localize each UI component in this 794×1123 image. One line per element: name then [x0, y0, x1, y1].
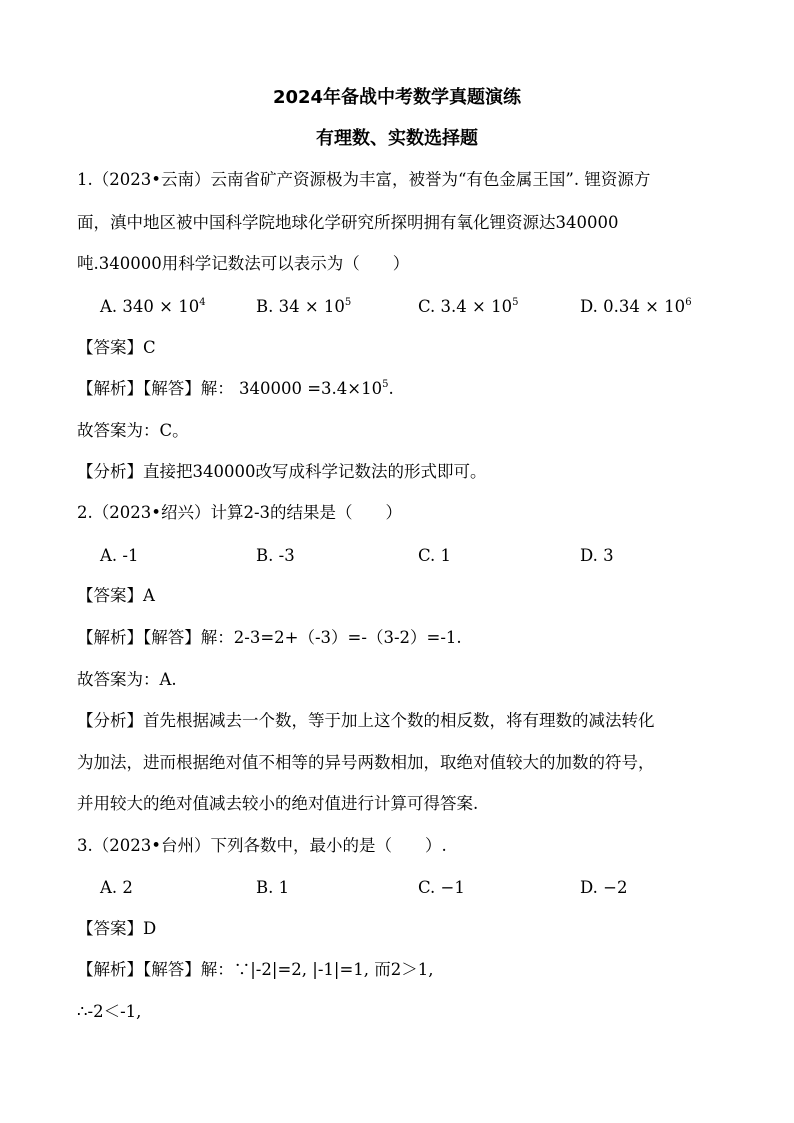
- q3-step: ∴-2＜-1,: [77, 1002, 142, 1021]
- q3-option-a: A. 2: [100, 878, 133, 897]
- q1-option-d-exponent: 6: [685, 297, 692, 308]
- q2-option-b: B. -3: [256, 546, 295, 565]
- q2-option-c: C. 1: [418, 546, 452, 565]
- q1-option-d: [580, 295, 692, 319]
- q1-stem-line-3: 吨.340000用科学记数法可以表示为（ ）: [77, 254, 410, 273]
- q2-option-a: A. -1: [100, 546, 139, 565]
- q1-summary: 【分析】直接把340000改写成科学记数法的形式即可。: [77, 462, 487, 481]
- q1-option-c-base: C. 3.4 × 10: [418, 297, 513, 316]
- q1-option-a: [100, 295, 206, 319]
- q2-analysis: 【解析】【解答】解：2-3=2+（-3）=-（3-2）=-1.: [77, 628, 462, 647]
- q3-answer: 【答案】D: [77, 919, 157, 938]
- q3-option-c: C. −1: [418, 878, 465, 897]
- q1-analysis-exponent: 5: [382, 379, 389, 390]
- q2-summary-line-3: 并用较大的绝对值减去较小的绝对值进行计算可得答案.: [77, 794, 479, 813]
- q1-option-d-base: D. 0.34 × 10: [580, 297, 686, 316]
- q2-summary-line-1: 【分析】首先根据减去一个数，等于加上这个数的相反数，将有理数的减法转化: [77, 711, 655, 730]
- q1-analysis: [77, 377, 737, 401]
- q1-option-a-exponent: 4: [199, 297, 206, 308]
- document-subtitle: 有理数、实数选择题: [316, 128, 478, 149]
- q2-summary-line-2: 为加法，进而根据绝对值不相等的异号两数相加，取绝对值较大的加数的符号，: [77, 753, 655, 772]
- q1-option-c-exponent: 5: [512, 297, 519, 308]
- q1-conclusion: 故答案为：C。: [77, 421, 189, 440]
- q2-answer: 【答案】A: [77, 586, 155, 605]
- q3-option-b: B. 1: [256, 878, 290, 897]
- document-title: 2024年备战中考数学真题演练: [272, 87, 522, 108]
- q1-stem-line-1: 1.（2023•云南）云南省矿产资源极为丰富，被誉为“有色金属王国”. 锂资源方: [77, 170, 651, 189]
- q1-option-b-exponent: 5: [344, 297, 352, 308]
- q1-option-a-base: A. 340 × 10: [100, 297, 200, 316]
- q1-option-c: [418, 295, 518, 319]
- q2-stem: 2.（2023•绍兴）计算2-3的结果是（ ）: [77, 503, 403, 522]
- q3-analysis: 【解析】【解答】解：∵|-2|=2, |-1|=1, 而2＞1,: [77, 960, 434, 979]
- q2-conclusion: 故答案为：A.: [77, 670, 177, 689]
- q3-option-d: D. −2: [580, 878, 628, 897]
- q3-stem: 3.（2023•台州）下列各数中，最小的是（ ）.: [77, 836, 447, 855]
- q1-stem-line-2: 面，滇中地区被中国科学院地球化学研究所探明拥有氧化锂资源达340000: [77, 213, 619, 232]
- q2-option-d: D. 3: [580, 546, 614, 565]
- q1-analysis-end: .: [388, 379, 394, 398]
- q1-option-b: [256, 295, 351, 319]
- q1-option-b-base: B. 34 × 10: [256, 297, 345, 316]
- q1-answer: 【答案】C: [77, 338, 156, 357]
- q1-analysis-base: 【解析】【解答】解： 340000 =3.4×10: [77, 379, 383, 398]
